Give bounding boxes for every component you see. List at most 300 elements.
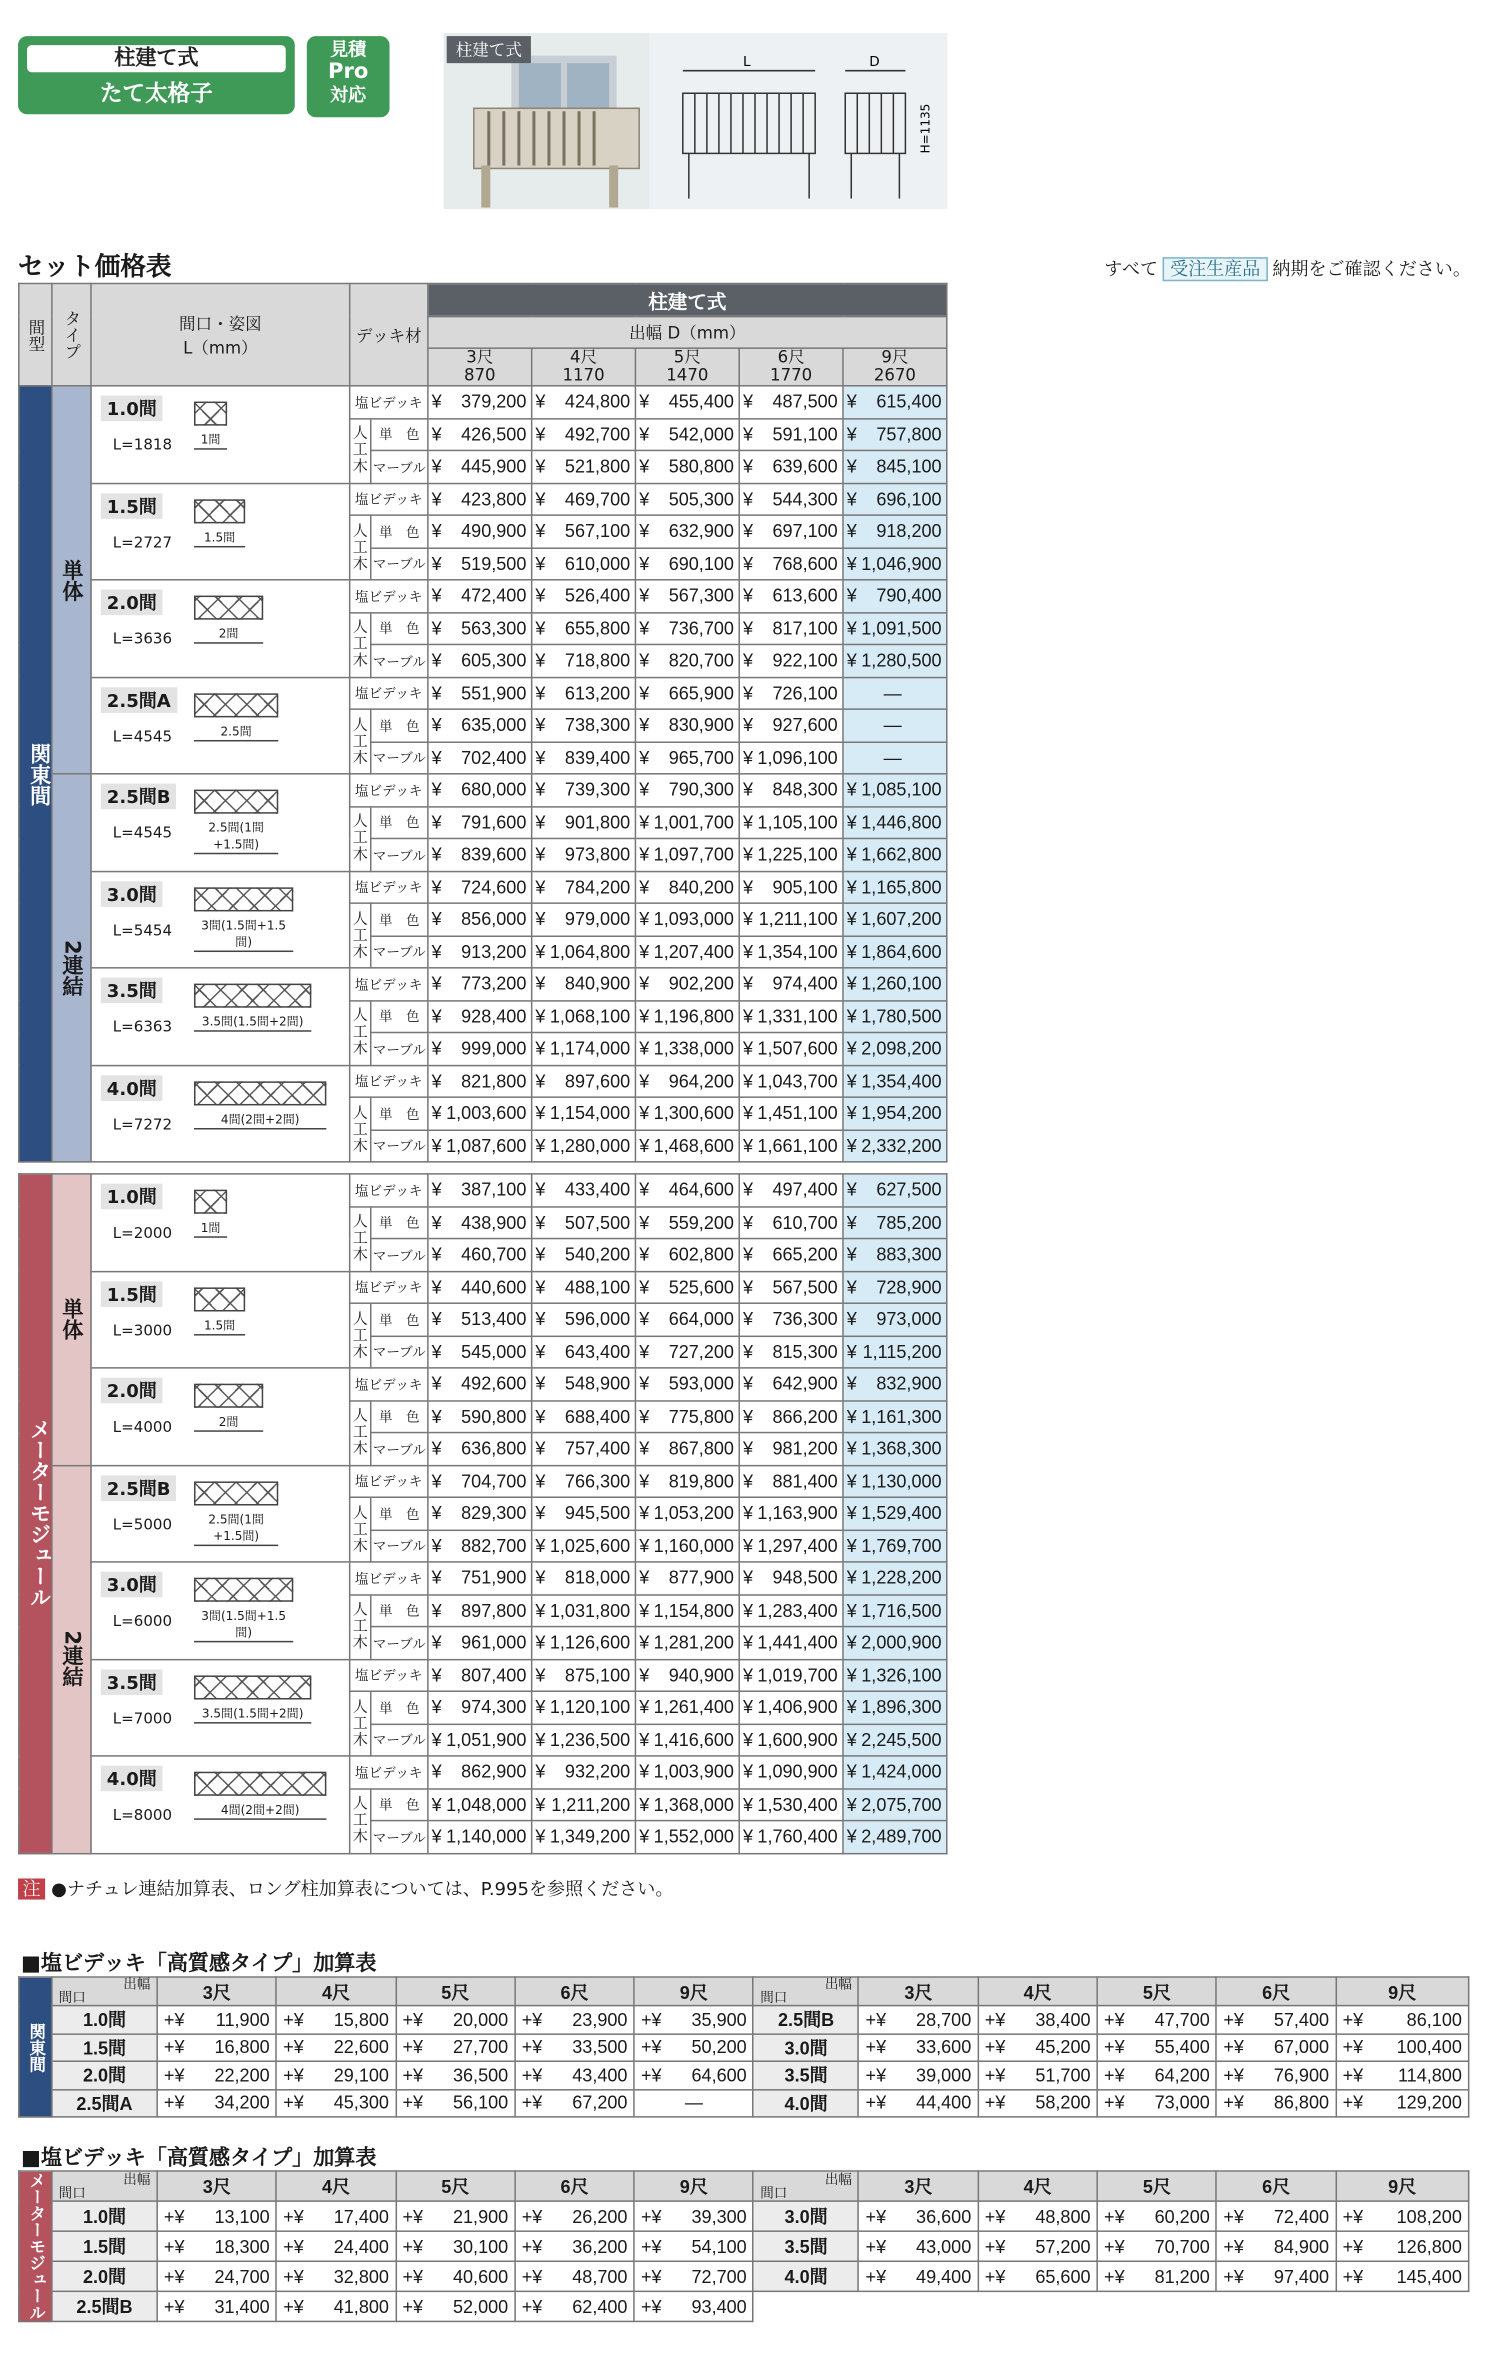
price-cell: ¥ 974,400 <box>739 968 843 1000</box>
depth-col-3尺: 3尺 870 <box>428 348 532 386</box>
price-cell: ¥ 973,000 <box>843 1303 947 1335</box>
addon-cell: +¥ 35,900 <box>634 2006 753 2034</box>
addon-cell: +¥ 73,000 <box>1097 2089 1216 2117</box>
addon-cell: +¥ 56,100 <box>396 2089 515 2117</box>
price-cell: ¥ 1,297,400 <box>739 1530 843 1562</box>
addon-cell: +¥ 72,700 <box>634 2262 753 2292</box>
badge-subtitle: たて太格子 <box>99 79 213 107</box>
price-cell: ¥ 526,400 <box>532 580 636 612</box>
price-cell: ¥ 1,154,000 <box>532 1097 636 1129</box>
addon-table-kanto <box>18 1976 1469 2117</box>
price-cell: ¥ 881,400 <box>739 1465 843 1497</box>
price-cell: ¥ 979,000 <box>532 903 636 935</box>
deck-kind: 塩ビデッキ <box>350 1368 428 1400</box>
addon-cell: +¥ 84,900 <box>1217 2232 1336 2262</box>
addon-head: 5尺 <box>1097 2171 1216 2202</box>
price-cell: — <box>843 741 947 773</box>
size-length: L=5454 <box>112 922 173 940</box>
price-cell: ¥ 1,530,400 <box>739 1788 843 1820</box>
addon-cell: +¥ 31,400 <box>157 2291 276 2321</box>
addon-side-label: メーターモジュール <box>19 2171 52 2321</box>
deck-kind: 塩ビデッキ <box>350 1065 428 1097</box>
addon-head: 6尺 <box>515 1977 634 2006</box>
price-cell: ¥ 643,400 <box>532 1336 636 1368</box>
price-cell: ¥ 928,400 <box>428 1000 532 1032</box>
addon-cell: +¥ 45,200 <box>978 2033 1097 2061</box>
deck-kind: 塩ビデッキ <box>350 1465 428 1497</box>
size-label: 1.0間 <box>101 1184 163 1210</box>
size-length: L=6363 <box>112 1019 173 1037</box>
price-cell: ¥ 1,354,100 <box>739 935 843 967</box>
diagram-caption: 1.5間 <box>194 1317 245 1335</box>
addon-cell: +¥ 67,200 <box>515 2089 634 2117</box>
price-cell: ¥ 513,400 <box>428 1303 532 1335</box>
price-cell: ¥ 820,700 <box>635 644 739 676</box>
deck-kind: マーブル <box>371 1627 428 1659</box>
deck-kind: 塩ビデッキ <box>350 1271 428 1303</box>
price-cell: ¥ 665,900 <box>635 677 739 709</box>
pro-badge <box>307 36 390 117</box>
jinkou-label: 人工木 <box>350 1594 371 1659</box>
addon-cell: +¥ 39,300 <box>634 2202 753 2232</box>
addon-cell: +¥ 64,200 <box>1097 2061 1216 2089</box>
price-cell: ¥ 724,600 <box>428 871 532 903</box>
price-cell: ¥ 472,400 <box>428 580 532 612</box>
size-label: 2.5間B <box>101 1475 177 1501</box>
deck-kind: マーブル <box>371 644 428 676</box>
price-cell: ¥ 492,700 <box>532 418 636 450</box>
deck-kind: 塩ビデッキ <box>350 1659 428 1691</box>
price-cell: ¥ 1,140,000 <box>428 1821 532 1853</box>
addon-cell: +¥ 16,800 <box>157 2033 276 2061</box>
addon-cell: +¥ 76,900 <box>1217 2061 1336 2089</box>
price-cell: ¥ 791,600 <box>428 806 532 838</box>
railing-diagram-icon <box>194 1675 311 1699</box>
depth-col-4尺: 4尺 1170 <box>532 348 636 386</box>
addon-head: 9尺 <box>634 2171 753 2202</box>
deck-kind: 塩ビデッキ <box>350 1562 428 1594</box>
type-label: 2連結 <box>52 774 91 1162</box>
size-length: L=4545 <box>112 728 173 746</box>
jinkou-label: 人工木 <box>350 806 371 871</box>
size-length: L=7272 <box>112 1116 173 1134</box>
price-cell: ¥ 2,000,900 <box>843 1627 947 1659</box>
addon-cell: +¥ 24,700 <box>157 2262 276 2292</box>
railing-diagram-icon <box>194 1190 227 1214</box>
addon-size: 3.0間 <box>753 2202 858 2232</box>
addon-cell: +¥ 33,600 <box>859 2033 978 2061</box>
price-cell: ¥ 965,700 <box>635 741 739 773</box>
addon-cell: +¥ 45,300 <box>276 2089 395 2117</box>
price-cell: ¥ 1,349,200 <box>532 1821 636 1853</box>
price-cell: ¥ 736,700 <box>635 612 739 644</box>
deck-kind: 単 色 <box>371 1097 428 1129</box>
diagram-caption: 2.5間 <box>194 723 278 741</box>
addon-table-meter <box>18 2170 1469 2322</box>
price-cell: ¥ 1,607,200 <box>843 903 947 935</box>
price-cell: ¥ 815,300 <box>739 1336 843 1368</box>
price-cell: ¥ 1,211,100 <box>739 903 843 935</box>
addon-head: 4尺 <box>276 1977 395 2006</box>
addon-cell: +¥ 38,400 <box>978 2006 1097 2034</box>
price-cell: ¥ 696,100 <box>843 483 947 515</box>
price-cell: ¥ 1,261,400 <box>635 1691 739 1723</box>
price-row <box>19 1065 947 1097</box>
deck-kind: マーブル <box>371 1433 428 1465</box>
deck-kind: 塩ビデッキ <box>350 483 428 515</box>
price-cell: ¥ 610,000 <box>532 547 636 579</box>
addon-corner: 出幅 間口 <box>753 2171 858 2202</box>
size-length: L=2000 <box>112 1225 173 1243</box>
addon-head: 3尺 <box>859 2171 978 2202</box>
price-cell: ¥ 460,700 <box>428 1239 532 1271</box>
price-cell: ¥ 1,331,100 <box>739 1000 843 1032</box>
price-cell: ¥ 738,300 <box>532 709 636 741</box>
addon-cell: +¥ 41,800 <box>276 2291 395 2321</box>
price-cell: ¥ 883,300 <box>843 1239 947 1271</box>
price-cell: ¥ 1,326,100 <box>843 1659 947 1691</box>
addon-cell: — <box>634 2089 753 2117</box>
price-cell: ¥ 768,600 <box>739 547 843 579</box>
deck-kind: 単 色 <box>371 1206 428 1238</box>
footnote-text: ●ナチュレ連結加算表、ロング柱加算表については、P.995を参照ください。 <box>51 1878 674 1900</box>
product-photo <box>444 33 650 209</box>
price-cell: ¥ 807,400 <box>428 1659 532 1691</box>
deck-kind: 塩ビデッキ <box>350 580 428 612</box>
price-cell: ¥ 639,600 <box>739 450 843 482</box>
price-cell: ¥ 590,800 <box>428 1400 532 1432</box>
addon-side-label: 関東間 <box>19 1977 52 2117</box>
price-cell: ¥ 866,200 <box>739 1400 843 1432</box>
price-cell: ¥ 839,600 <box>428 838 532 870</box>
addon-cell: +¥ 26,200 <box>515 2202 634 2232</box>
deck-kind: 単 色 <box>371 1303 428 1335</box>
type-label: 2連結 <box>52 1465 91 1853</box>
deck-kind: 単 色 <box>371 515 428 547</box>
size-label: 1.5間 <box>101 1281 163 1307</box>
jinkou-label: 人工木 <box>350 418 371 483</box>
jinkou-label: 人工木 <box>350 515 371 580</box>
price-cell: ¥ 757,400 <box>532 1433 636 1465</box>
price-cell: ¥ 845,100 <box>843 450 947 482</box>
price-cell: ¥ 423,800 <box>428 483 532 515</box>
price-cell: ¥ 1,053,200 <box>635 1497 739 1529</box>
price-cell: ¥ 521,800 <box>532 450 636 482</box>
price-row <box>19 871 947 903</box>
price-cell: ¥ 1,043,700 <box>739 1065 843 1097</box>
addon-cell: +¥ 70,700 <box>1097 2232 1216 2262</box>
addon-row <box>19 2202 1469 2232</box>
price-cell: ¥ 1,281,200 <box>635 1627 739 1659</box>
price-cell: ¥ 497,400 <box>739 1174 843 1206</box>
price-cell: ¥ 1,064,800 <box>532 935 636 967</box>
price-cell: ¥ 1,300,600 <box>635 1097 739 1129</box>
price-cell: ¥ 1,662,800 <box>843 838 947 870</box>
section-title: セット価格表 <box>18 252 172 283</box>
deck-kind: 単 色 <box>371 1497 428 1529</box>
price-cell: ¥ 455,400 <box>635 386 739 418</box>
deck-kind: 塩ビデッキ <box>350 677 428 709</box>
price-cell: ¥ 790,400 <box>843 580 947 612</box>
dim-L-label: L <box>742 54 751 71</box>
price-cell: ¥ 905,100 <box>739 871 843 903</box>
price-cell: ¥ 818,000 <box>532 1562 636 1594</box>
header-size: 間口・姿図 L（mm） <box>91 284 350 386</box>
addon-corner: 出幅 間口 <box>52 2171 157 2202</box>
header-group: 柱建て式 <box>428 284 947 316</box>
price-cell: ¥ 862,900 <box>428 1756 532 1788</box>
addon-cell: +¥ 108,200 <box>1336 2202 1469 2232</box>
addon-cell: +¥ 43,400 <box>515 2061 634 2089</box>
diagram-caption: 2.5間(1間+1.5間) <box>194 1511 278 1546</box>
addon-table-1-title: ■塩ビデッキ「高質感タイプ」加算表 <box>21 1952 377 1977</box>
jinkou-label: 人工木 <box>350 1788 371 1853</box>
made-to-order-badge: 受注生産品 <box>1163 257 1268 281</box>
price-cell: ¥ 1,093,000 <box>635 903 739 935</box>
addon-cell: +¥ 93,400 <box>634 2291 753 2321</box>
addon-cell: +¥ 22,600 <box>276 2033 395 2061</box>
diagram-caption: 2間 <box>194 1414 263 1432</box>
price-cell: ¥ 999,000 <box>428 1032 532 1064</box>
addon-head: 4尺 <box>276 2171 395 2202</box>
addon-head: 4尺 <box>978 1977 1097 2006</box>
price-cell: ¥ 840,900 <box>532 968 636 1000</box>
price-cell: ¥ 948,500 <box>739 1562 843 1594</box>
price-cell: ¥ 875,100 <box>532 1659 636 1691</box>
price-cell: ¥ 2,245,500 <box>843 1724 947 1756</box>
addon-size: 4.0間 <box>753 2262 858 2292</box>
price-cell: ¥ 492,600 <box>428 1368 532 1400</box>
diagram-caption: 3.5間(1.5間+2間) <box>194 1014 311 1032</box>
price-cell: ¥ 1,051,900 <box>428 1724 532 1756</box>
diagram-caption: 4間(2間+2間) <box>194 1111 326 1129</box>
price-cell: ¥ 1,552,000 <box>635 1821 739 1853</box>
price-cell: ¥ 974,300 <box>428 1691 532 1723</box>
price-cell: ¥ 1,228,200 <box>843 1562 947 1594</box>
railing-diagram-icon <box>194 499 245 523</box>
size-label: 2.0間 <box>101 1378 163 1404</box>
price-cell: ¥ 559,200 <box>635 1206 739 1238</box>
price-cell: ¥ 1,196,800 <box>635 1000 739 1032</box>
price-row <box>19 774 947 806</box>
price-cell: ¥ 940,900 <box>635 1659 739 1691</box>
railing-diagram-icon <box>194 1772 326 1796</box>
header-deck: デッキ材 <box>350 284 428 386</box>
header-depth: 出幅 D（mm） <box>428 316 947 348</box>
addon-cell: +¥ 129,200 <box>1336 2089 1469 2117</box>
addon-cell: +¥ 57,400 <box>1217 2006 1336 2034</box>
price-cell: ¥ 615,400 <box>843 386 947 418</box>
railing-diagram-icon <box>194 402 227 426</box>
price-cell: ¥ 902,200 <box>635 968 739 1000</box>
addon-cell: +¥ 58,200 <box>978 2089 1097 2117</box>
price-cell: ¥ 605,300 <box>428 644 532 676</box>
jinkou-label: 人工木 <box>350 1400 371 1465</box>
price-cell: ¥ 545,000 <box>428 1336 532 1368</box>
price-cell: ¥ 1,046,900 <box>843 547 947 579</box>
deck-kind: 塩ビデッキ <box>350 1174 428 1206</box>
addon-size: 3.0間 <box>753 2033 858 2061</box>
type-label: 単体 <box>52 1174 91 1465</box>
price-cell: ¥ 1,283,400 <box>739 1594 843 1626</box>
size-length: L=4545 <box>112 825 173 843</box>
price-cell: ¥ 2,075,700 <box>843 1788 947 1820</box>
price-cell: ¥ 785,200 <box>843 1206 947 1238</box>
addon-cell: +¥ 36,500 <box>396 2061 515 2089</box>
price-cell: ¥ 596,000 <box>532 1303 636 1335</box>
jinkou-label: 人工木 <box>350 612 371 677</box>
price-cell: ¥ 690,100 <box>635 547 739 579</box>
price-cell: ¥ 1,154,800 <box>635 1594 739 1626</box>
size-cell <box>91 968 350 1065</box>
addon-cell: +¥ 23,900 <box>515 2006 634 2034</box>
addon-cell: +¥ 49,400 <box>859 2262 978 2292</box>
price-cell: ¥ 613,200 <box>532 677 636 709</box>
price-cell: ¥ 1,031,800 <box>532 1594 636 1626</box>
addon-cell: +¥ 55,400 <box>1097 2033 1216 2061</box>
header-madori: 間型 <box>19 284 52 386</box>
price-cell: ¥ 728,900 <box>843 1271 947 1303</box>
addon-cell: +¥ 40,600 <box>396 2262 515 2292</box>
price-cell: ¥ 379,200 <box>428 386 532 418</box>
railing-diagram-icon <box>194 984 311 1008</box>
price-row <box>19 1174 947 1206</box>
photo-tag: 柱建て式 <box>447 36 531 63</box>
deck-kind: 塩ビデッキ <box>350 1756 428 1788</box>
size-label: 3.0間 <box>101 1572 163 1598</box>
addon-cell: +¥ 44,400 <box>859 2089 978 2117</box>
size-label: 4.0間 <box>101 1075 163 1101</box>
size-cell <box>91 1465 350 1562</box>
railing-diagram-icon <box>194 1481 278 1505</box>
price-cell: ¥ 1,087,600 <box>428 1130 532 1162</box>
deck-kind: マーブル <box>371 1130 428 1162</box>
addon-cell: +¥ 13,100 <box>157 2202 276 2232</box>
type-label: 単体 <box>52 386 91 774</box>
price-cell: ¥ 567,100 <box>532 515 636 547</box>
price-cell: ¥ 1,161,300 <box>843 1400 947 1432</box>
price-cell: ¥ 1,160,000 <box>635 1530 739 1562</box>
group-spacer <box>19 1162 947 1174</box>
price-cell: ¥ 932,200 <box>532 1756 636 1788</box>
price-cell: ¥ 784,200 <box>532 871 636 903</box>
addon-cell: +¥ 51,700 <box>978 2061 1097 2089</box>
price-cell: ¥ 867,800 <box>635 1433 739 1465</box>
price-cell: ¥ 632,900 <box>635 515 739 547</box>
price-cell: ¥ 897,800 <box>428 1594 532 1626</box>
addon-cell: +¥ 27,700 <box>396 2033 515 2061</box>
deck-kind: マーブル <box>371 935 428 967</box>
depth-col-5尺: 5尺 1470 <box>635 348 739 386</box>
price-cell: ¥ 973,800 <box>532 838 636 870</box>
addon-cell: +¥ 47,700 <box>1097 2006 1216 2034</box>
addon-head: 9尺 <box>1336 1977 1469 2006</box>
price-cell: ¥ 1,769,700 <box>843 1530 947 1562</box>
price-cell: ¥ 469,700 <box>532 483 636 515</box>
addon-head: 9尺 <box>1336 2171 1469 2202</box>
price-cell: ¥ 642,900 <box>739 1368 843 1400</box>
depth-col-6尺: 6尺 1770 <box>739 348 843 386</box>
price-cell: ¥ 964,200 <box>635 1065 739 1097</box>
addon-size: 3.5間 <box>753 2232 858 2262</box>
price-cell: ¥ 567,500 <box>739 1271 843 1303</box>
size-label: 2.0間 <box>101 590 163 616</box>
size-label: 1.5間 <box>101 493 163 519</box>
set-price-table <box>18 283 948 1854</box>
price-cell: ¥ 688,400 <box>532 1400 636 1432</box>
deck-kind: マーブル <box>371 1032 428 1064</box>
price-cell: ¥ 464,600 <box>635 1174 739 1206</box>
price-cell: ¥ 829,300 <box>428 1497 532 1529</box>
addon-cell: +¥ 32,800 <box>276 2262 395 2292</box>
price-cell: ¥ 1,446,800 <box>843 806 947 838</box>
price-cell: ¥ 773,200 <box>428 968 532 1000</box>
addon-size: 1.0間 <box>52 2202 157 2232</box>
price-cell: ¥ 613,600 <box>739 580 843 612</box>
size-length: L=7000 <box>112 1710 173 1728</box>
price-cell: ¥ 1,864,600 <box>843 935 947 967</box>
price-cell: ¥ 387,100 <box>428 1174 532 1206</box>
railing-diagram-icon <box>194 693 278 717</box>
size-cell <box>91 774 350 871</box>
price-cell: ¥ 1,529,400 <box>843 1497 947 1529</box>
price-cell: ¥ 1,716,500 <box>843 1594 947 1626</box>
addon-head: 3尺 <box>859 1977 978 2006</box>
price-cell: ¥ 790,300 <box>635 774 739 806</box>
price-cell: ¥ 680,000 <box>428 774 532 806</box>
price-cell: — <box>843 677 947 709</box>
diagram-caption: 3間(1.5間+1.5間) <box>194 1608 293 1643</box>
price-cell: ¥ 1,280,500 <box>843 644 947 676</box>
price-cell: ¥ 519,500 <box>428 547 532 579</box>
price-cell: ¥ 901,800 <box>532 806 636 838</box>
price-cell: ¥ 2,489,700 <box>843 1821 947 1853</box>
price-row <box>19 677 947 709</box>
price-cell: ¥ 856,000 <box>428 903 532 935</box>
price-cell: ¥ 655,800 <box>532 612 636 644</box>
footnote <box>18 1875 673 1901</box>
price-cell: ¥ 819,800 <box>635 1465 739 1497</box>
deck-kind: 単 色 <box>371 709 428 741</box>
group-label: メーターモジュール <box>19 1174 52 1853</box>
price-cell: ¥ 1,260,100 <box>843 968 947 1000</box>
size-length: L=8000 <box>112 1807 173 1825</box>
diagram-caption: 2.5間(1間+1.5間) <box>194 820 278 855</box>
railing-diagram-icon <box>194 1287 245 1311</box>
price-cell: ¥ 1,085,100 <box>843 774 947 806</box>
deck-kind: マーブル <box>371 450 428 482</box>
jinkou-label: 人工木 <box>350 1000 371 1065</box>
addon-head: 4尺 <box>978 2171 1097 2202</box>
addon-cell: +¥ 39,000 <box>859 2061 978 2089</box>
size-cell <box>91 386 350 483</box>
price-row <box>19 1368 947 1400</box>
price-cell: ¥ 840,200 <box>635 871 739 903</box>
addon-cell: +¥ 67,000 <box>1217 2033 1336 2061</box>
diagram-caption: 1間 <box>194 432 227 450</box>
price-cell: ¥ 1,354,400 <box>843 1065 947 1097</box>
price-row <box>19 1562 947 1594</box>
price-cell: ¥ 739,300 <box>532 774 636 806</box>
price-cell: ¥ 542,000 <box>635 418 739 450</box>
price-cell: ¥ 602,800 <box>635 1239 739 1271</box>
diagram-caption: 3.5間(1.5間+2間) <box>194 1705 311 1723</box>
price-cell: ¥ 821,800 <box>428 1065 532 1097</box>
price-cell: ¥ 438,900 <box>428 1206 532 1238</box>
price-cell: ¥ 591,100 <box>739 418 843 450</box>
price-cell: ¥ 1,097,700 <box>635 838 739 870</box>
price-cell: ¥ 424,800 <box>532 386 636 418</box>
